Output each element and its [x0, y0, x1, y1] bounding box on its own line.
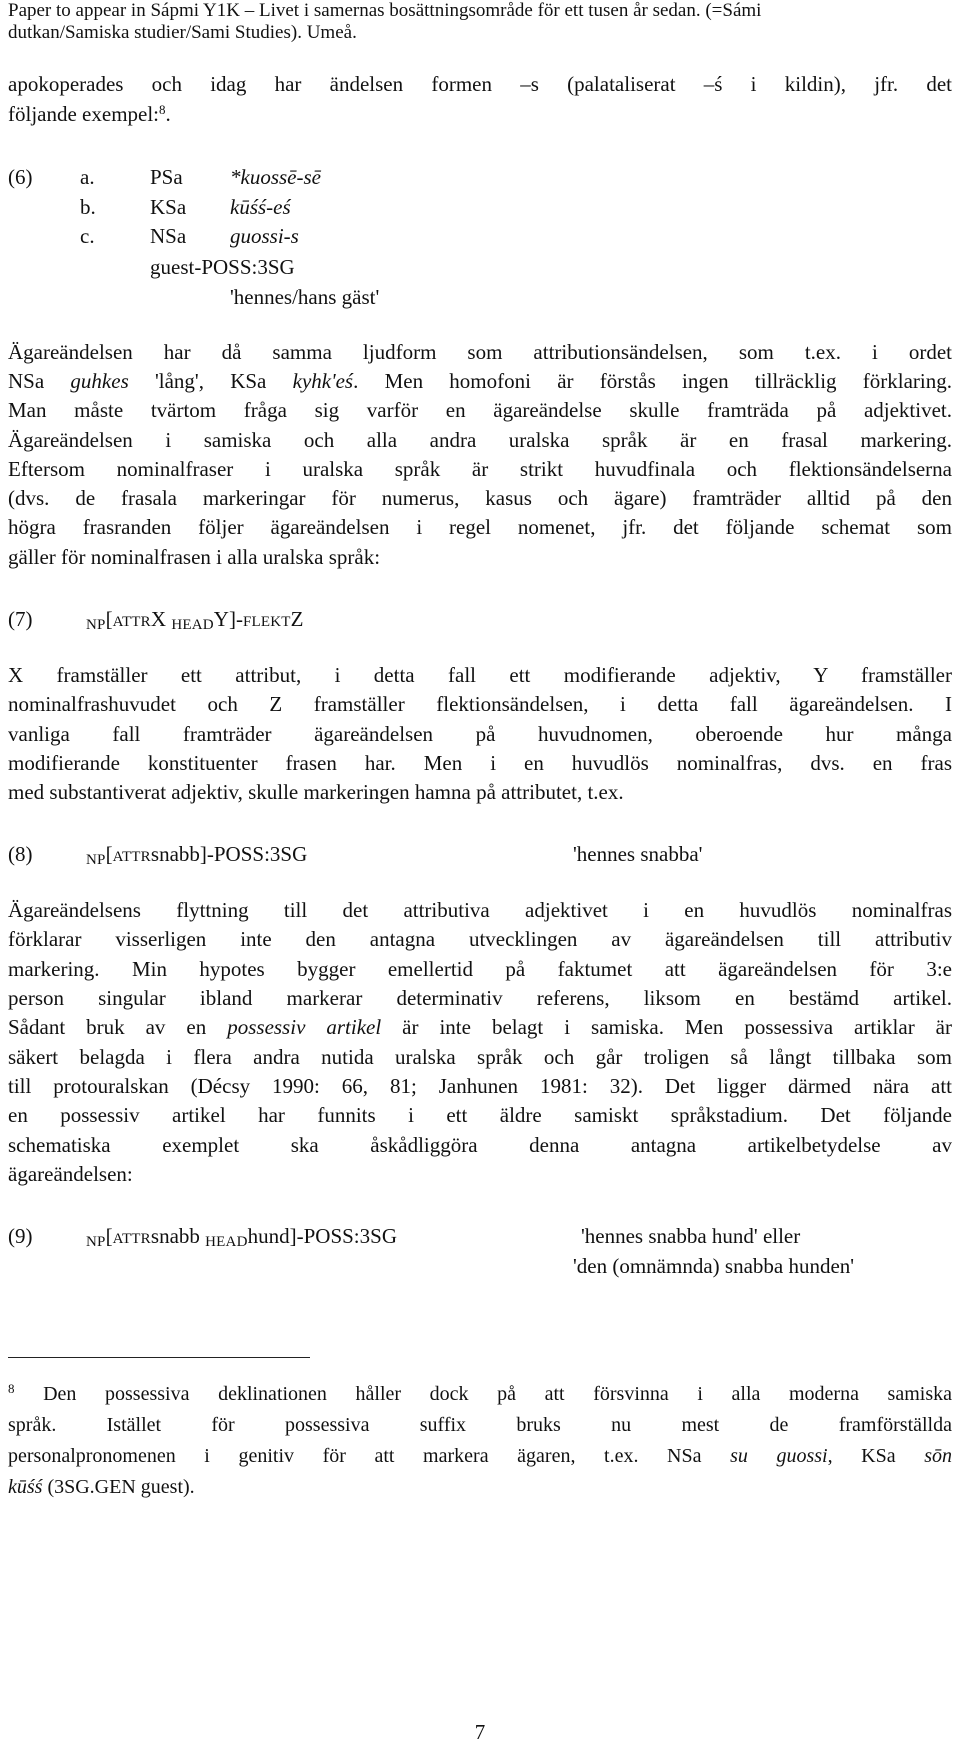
text-line: Ägareändelsens flyttning till det attributiva adjektivet i en huvudlös nominalfras [8, 898, 952, 922]
text-line: Ägareändelsen i samiska och alla andra uralska språk är en frasal markering. [8, 428, 952, 452]
footnote-line: språk. Istället för possessiva suffix bruks nu mest de framförställda [8, 1414, 952, 1436]
example-letter: c. [80, 224, 95, 248]
text-line: modifierande konstituenter frasen har. Men i en huvudlös nominalfras, dvs. en fras [8, 751, 952, 775]
text-line: person singular ibland markerar determinativ referens, liksom en bestämd artikel. [8, 986, 952, 1010]
text-line: Man måste tvärtom fråga sig varför en ägareändelse skulle framträda på adjektivet. [8, 398, 952, 422]
footnote-line: $^8$ Den possessiva deklinationen håller dock på att försvinna i alla moderna samiska [8, 1381, 952, 1405]
text-line: NSa guhkes 'lång', KSa kyhk'eś. Men homofoni är förstås ingen tillräcklig förklaring. [8, 369, 953, 393]
text-line: till protouralskan (Décsy 1990: 66, 81; Janhunen 1981: 32). Det ligger därmed nära att [8, 1074, 952, 1098]
text-line: förklarar visserligen inte den antagna utvecklingen av ägareändelsen till attributiv [8, 927, 952, 951]
footnote-mark: 8 [8, 1381, 15, 1396]
text-line: med substantiverat adjektiv, skulle markeringen hamna på attributet, t.ex. [8, 780, 624, 804]
language-label: NSa [150, 224, 187, 248]
text-line: nominalfrashuvudet och Z framställer flektionsändelsen, i detta fall ägareändelsen. I [8, 692, 952, 716]
example-form: kūśś-eś [230, 195, 291, 219]
language-label: KSa [150, 195, 187, 219]
footnote-line: kūśś (3SG.GEN guest). [8, 1476, 195, 1498]
text-line: schematiska exemplet ska åskådliggöra denna antagna artikelbetydelse av [8, 1133, 952, 1157]
text-line: (dvs. de frasala markeringar för numerus, kasus och ägare) framträder alltid på den [8, 486, 952, 510]
text-line: vanliga fall framträder ägareändelsen på huvudnomen, oberoende hur många [8, 722, 952, 746]
header-line-2: dutkan/Samiska studier/Sami Studies). Umeå. [8, 22, 357, 43]
text-line: högra frasranden följer ägareändelsen i regel nomenet, jfr. det följande schemat som [8, 515, 952, 539]
footnote-line: personalpronomenen i genitiv för att markera ägaren, t.ex. NSa su guossi, KSa sōn [8, 1445, 952, 1467]
example-form: guossi-s [230, 224, 299, 248]
translation: 'hennes snabba' [573, 842, 703, 866]
text-line: apokoperades och idag har ändelsen formen –s (palataliserat –ś i kildin), jfr. det [8, 72, 952, 96]
translation: 'hennes/hans gäst' [230, 285, 380, 309]
header-line-1: Paper to appear in Sápmi Y1K – Livet i samernas bosättningsområde för ett tusen år sedan. (=Sámi [8, 0, 762, 21]
text-line: X framställer ett attribut, i detta fall ett modifierande adjektiv, Y framställer [8, 663, 952, 687]
translation: 'den (omnämnda) snabba hunden' [573, 1254, 855, 1278]
text-line: gäller för nominalfrasen i alla uralska språk: [8, 545, 381, 569]
text-line: Eftersom nominalfraser i uralska språk är strikt huvudfinala och flektionsändelserna [8, 457, 952, 481]
text-line: säkert belagda i flera andra nutida uralska språk och går troligen så långt tillbaka som [8, 1045, 952, 1069]
gloss: guest-POSS:3SG [150, 255, 295, 279]
text-line: ägareändelsen: [8, 1162, 133, 1186]
schema-formula: $_{NP}$[ATTRsnabb $_{HEAD}$hund]-POSS:3SG [86, 1224, 397, 1250]
example-form: *kuossē-sē [230, 165, 321, 189]
text-line: markering. Min hypotes bygger emellertid på faktumet att ägareändelsen för 3:e [8, 957, 952, 981]
example-number: (9) [8, 1224, 33, 1248]
footnote-ref[interactable]: 8 [159, 102, 166, 117]
page-number: 7 [474, 1720, 486, 1744]
example-number: (8) [8, 842, 33, 866]
text-line: följande exempel:$^8$. [8, 102, 171, 126]
footnote-rule [8, 1357, 310, 1358]
text-line: en possessiv artikel har funnits i ett äldre samiskt språkstadium. Det följande [8, 1103, 952, 1127]
example-number: (7) [8, 607, 33, 631]
text-line: Sådant bruk av en possessiv artikel är inte belagt i samiska. Men possessiva artiklar är [8, 1015, 952, 1039]
language-label: PSa [150, 165, 183, 189]
schema-formula: $_{NP}$[ATTRX $_{HEAD}$Y]-FLEKTZ [86, 607, 304, 633]
translation: 'hennes snabba hund' eller [581, 1224, 801, 1248]
schema-formula: $_{NP}$[ATTRsnabb]-POSS:3SG [86, 842, 308, 868]
running-header [8, 0, 952, 44]
example-letter: b. [80, 195, 96, 219]
text-line: Ägareändelsen har då samma ljudform som attributionsändelsen, som t.ex. i ordet [8, 340, 952, 364]
example-number: (6) [8, 165, 33, 189]
example-letter: a. [80, 165, 95, 189]
